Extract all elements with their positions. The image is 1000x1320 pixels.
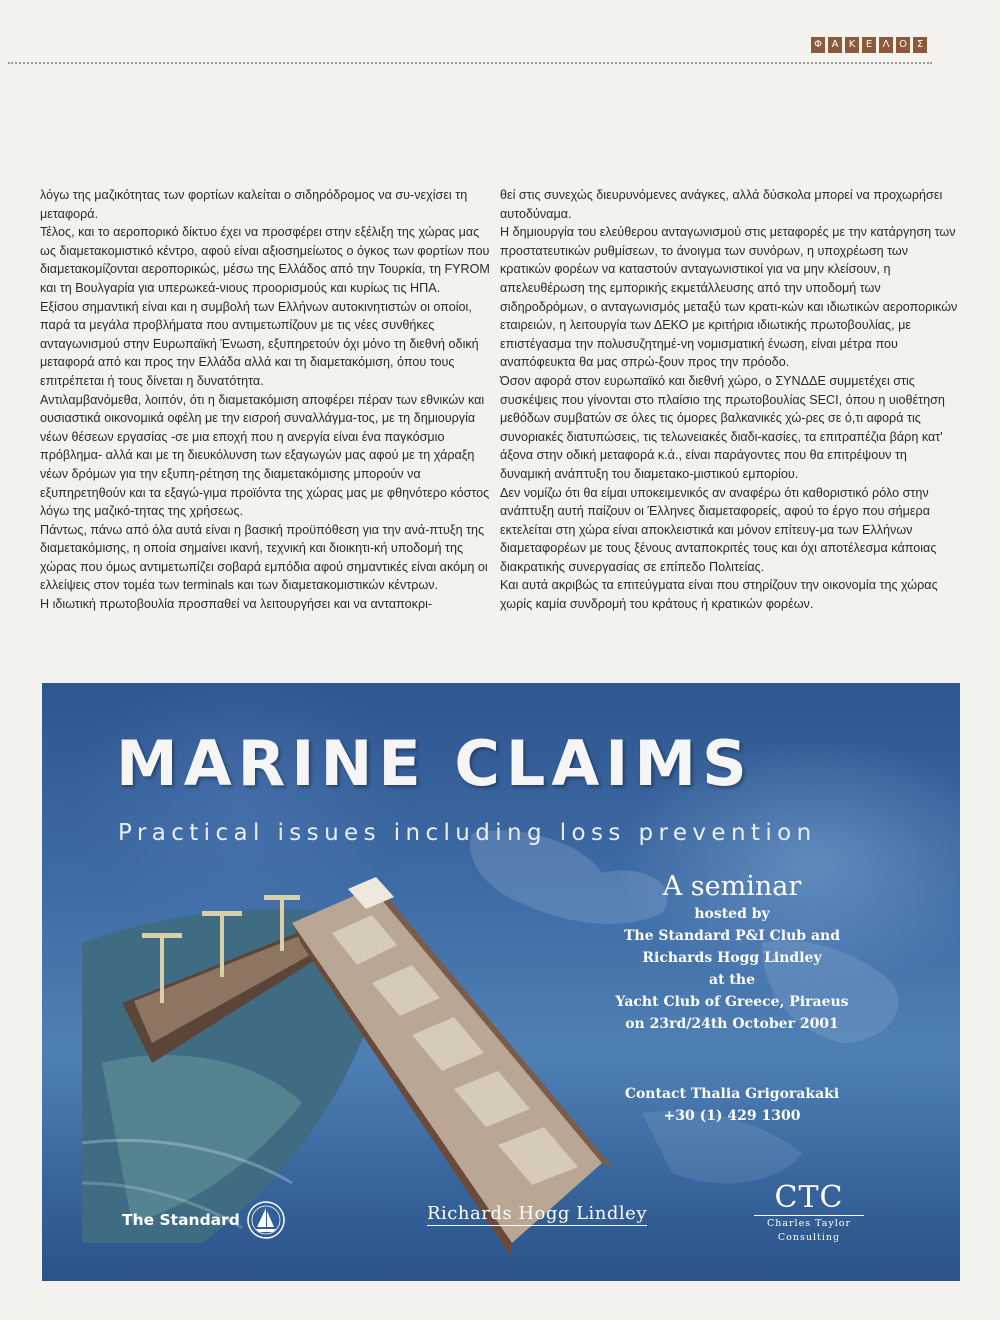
paragraph: Και αυτά ακριβώς τα επιτεύγματα είναι που στηρίζουν την οικονομία της χώρας χωρίς καμία συνδρομή του κράτους ή κρατικών φορέων. bbox=[500, 578, 938, 612]
seminar-line: Richards Hogg Lindley bbox=[642, 950, 822, 966]
richards-hogg-lindley-logo: Richards Hogg Lindley bbox=[427, 1203, 648, 1224]
contact-info bbox=[602, 1083, 862, 1127]
ship-crane bbox=[202, 911, 242, 916]
ctc-line: Consulting bbox=[777, 1232, 841, 1243]
section-letter: Ε bbox=[862, 37, 876, 53]
ship-crane bbox=[160, 933, 164, 1003]
seminar-line: on 23rd/24th October 2001 bbox=[625, 1016, 839, 1032]
the-standard-label: The Standard bbox=[122, 1211, 240, 1229]
section-letter: Ο bbox=[896, 37, 910, 53]
section-letter: Κ bbox=[845, 37, 859, 53]
seminar-line: Yacht Club of Greece, Piraeus bbox=[615, 994, 849, 1010]
contact-name: Contact Thalia Grigorakaki bbox=[624, 1086, 840, 1102]
paragraph: Πάντως, πάνω από όλα αυτά είναι η βασική προϋπόθεση για την ανά-πτυξη της διαμετακόμισης, η οποία σημαίνει ικανή, τεχνική και διοικητι-κή υποδομή της χώρας που όμως αντιμετωπίζει σοβαρά εμπόδια αφού σημαντικές είναι ακόμη οι ελλείψεις στον τομέα των terminals και των διαμετακομιστικών κέντρων. bbox=[40, 522, 488, 593]
paragraph: λόγω της μαζικότητας των φορτίων καλείται ο σιδηρόδρομος να συ-νεχίσει τη μεταφορά. bbox=[40, 188, 468, 221]
paragraph: Δεν νομίζω ότι θα είμαι υποκειμενικός αν αναφέρω ότι καθοριστικό ρόλο στην ανάπτυξη αυτή παίζουν οι Έλληνες διαμεταφορείς, αφού το έργο που σήμερα εκτελείται στη χώρα είναι αποκλειστικά και μόνον επίτευγ-μα των Ελλήνων διαμεταφορέων με τους ξένους ανταποκριτές τους και όχι αποτέλεσμα κάποιας διακρατικής συνεργασίας σε επίπεδο Πολιτείας. bbox=[500, 485, 937, 574]
paragraph: Τέλος, και το αεροπορικό δίκτυο έχει να προσφέρει στην εξέλιξη της χώρας μας ως διαμετακομιστικό κέντρο, αφού είναι αξιοσημείωτος ο όγκος των φορτίων που διαμετακομίζονται αεροπορικώς, μέσω της Ελλάδος από την Τουρκία, τη FYROM και τη Βουλγαρία για υπερωκεά-νιους προορισμούς και κυρίως τις ΗΠΑ. bbox=[40, 225, 490, 295]
section-letter: Α bbox=[828, 37, 842, 53]
article-column-left bbox=[40, 186, 498, 614]
ship-crane bbox=[220, 911, 224, 977]
header-dotted-rule bbox=[8, 62, 932, 64]
the-standard-logo bbox=[122, 1200, 286, 1240]
section-letter: Σ bbox=[913, 37, 927, 53]
seminar-line: The Standard P&I Club and bbox=[623, 928, 841, 944]
paragraph: Εξίσου σημαντική είναι και η συμβολή των Ελλήνων αυτοκινητιστών οι οποίοι, παρά τα μεγάλα προβλήματα που αντιμετωπίζουν με τις νέες συνθήκες ανταγωνισμού στην Ευρωπαϊκή Ένωση, εξυπηρετούν όχι μόνο τη διεθνή οδική μεταφορά από και προς την Ελλάδα αλλά και τη διαμετακόμιση, όπου τους επιτρέπεται ή τους δίνεται η δυνατότητα. bbox=[40, 299, 479, 388]
ad-subtitle: Practical issues including loss prevention bbox=[118, 820, 817, 846]
seminar-advertisement bbox=[42, 683, 960, 1281]
section-letter: Λ bbox=[879, 37, 893, 53]
seminar-line: at the bbox=[709, 972, 755, 988]
ctc-mark: CTC bbox=[754, 1181, 864, 1216]
article-column-right bbox=[500, 186, 958, 614]
contact-phone: +30 (1) 429 1300 bbox=[663, 1108, 801, 1124]
ship-crane bbox=[142, 933, 182, 938]
ad-title: MARINE CLAIMS bbox=[116, 727, 753, 800]
ctc-line: Charles Taylor bbox=[766, 1218, 852, 1229]
paragraph: Αντιλαμβανόμεθα, λοιπόν, ότι η διαμετακόμιση αποφέρει πέραν των εθνικών και ουσιαστικά οικονομικά οφέλη με την εισροή συναλλάγμα-τος, με τη δημιουργία νέων θέσεων εργασίας -σε μια εποχή που η ανεργία είναι ένα παγκόσμιο πρόβλημα- αλλά και με τη διευκόλυνση των εξαγωγών μας αφού με τη χάραξη νέων δρόμων για την εξυπη-ρέτηση της διαμετακόμισης μπορούν να εξυπηρετηθούν και τα εξαγώ-γιμα προϊόντα της χώρας μας με φθηνότερο κόστος λόγω της μαζικό-τητας της χρήσεως. bbox=[40, 392, 490, 519]
paragraph: Η ιδιωτική πρωτοβουλία προσπαθεί να λειτουργήσει και να ανταποκρι- bbox=[40, 597, 433, 612]
section-tag bbox=[811, 37, 927, 53]
sailboat-emblem-icon bbox=[246, 1200, 286, 1240]
ctc-logo bbox=[754, 1181, 864, 1244]
paragraph: θεί στις συνεχώς διευρυνόμενες ανάγκες, αλλά δύσκολα μπορεί να προχωρήσει αυτοδύναμα. bbox=[500, 188, 943, 221]
seminar-title: A seminar bbox=[662, 871, 802, 902]
seminar-info bbox=[602, 871, 862, 1035]
ship-crane bbox=[280, 895, 284, 951]
ship-crane bbox=[264, 895, 300, 900]
seminar-line: hosted by bbox=[694, 906, 770, 922]
paragraph: Όσον αφορά στον ευρωπαϊκό και διεθνή χώρο, ο ΣΥΝΔΔΕ συμμετέχει στις συσκέψεις που γίνονται στο πλαίσιο της πρωτοβουλίας SECI, όπου η υιοθέτηση μεθόδων συμβατών σε όλες τις όμορες βαλκανικές χώ-ρες σε ό,τι αφορά τις συνοριακές διατυπώσεις, τις τελωνειακές διαδι-κασίες, τα επιτραπέζια βάρη κατ' άξονα στην οδική μεταφορά κ.ά., είναι παράγοντες που θα επιτρέψουν τη δυναμική ανάπτυξη του διαμετακο-μιστικού εμπορίου. bbox=[500, 373, 945, 481]
paragraph: Η δημιουργία του ελεύθερου ανταγωνισμού στις μεταφορές με την κατάργηση των προστατευτικών ρυθμίσεων, το άνοιγμα των συνόρων, η υποχρέωση των κρατικών φορέων να καταστούν ανταγωνιστικοί για να μην κλείσουν, η απελευθέρωση της εμπορικής εκμετάλλευσης από την υποδομή των σιδηροδρόμων, ο ανταγωνισμός μεταξύ των κρατι-κών και ιδιωτικών αεροπορικών εταιρειών, η λειτουργία των ΔΕΚΟ με κριτήρια ιδιωτικής πρωτοβουλίας, με επιστέγασμα την πολυσυζητημέ-νη νομισματική ένωση, είναι μέτρα που αναπόφευκτα θα μας σπρώ-ξουν προς την πρόοδο. bbox=[500, 225, 958, 370]
section-letter: Φ bbox=[811, 37, 825, 53]
